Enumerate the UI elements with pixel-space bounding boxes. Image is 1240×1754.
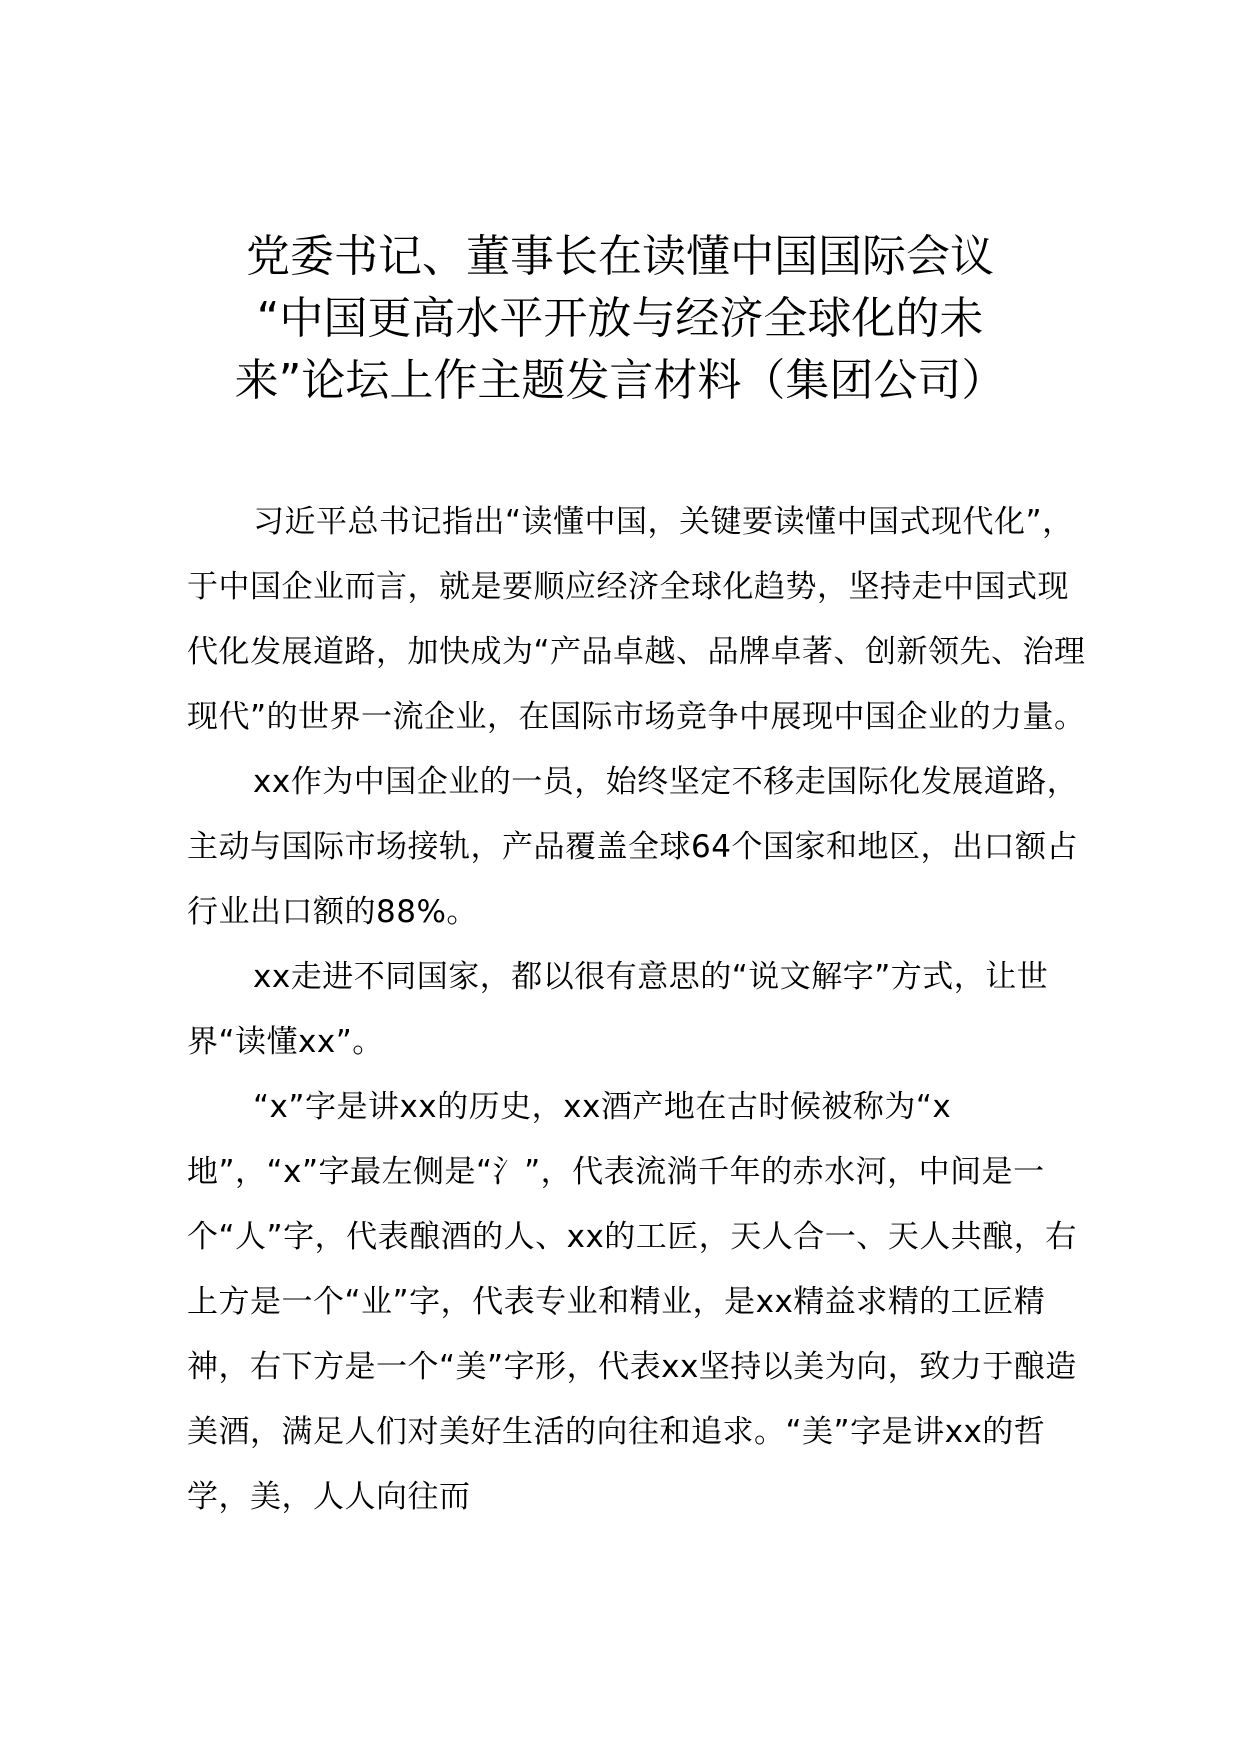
paragraph-3: xx走进不同国家，都以很有意思的“说文解字”方式，让世界“读懂xx”。 [187,959,1049,1060]
title-line-3: 来”论坛上作主题发言材料（集团公司） [234,355,1006,406]
title-line-1: 党委书记、董事长在读懂中国国际会议 [246,231,994,282]
title-line-2: “中国更高水平开放与经济全球化的未 [256,293,984,344]
paragraph-2: xx作为中国企业的一员，始终坚定不移走国际化发展道路，主动与国际市场接轨，产品覆盖全球64个国家和地区，出口额占行业出口额的88%。 [187,764,1079,930]
paragraph-4: “x”字是讲xx的历史，xx酒产地在古时候被称为“x地”，“x”字最左侧是“氵”，代表流淌千年的赤水河，中间是一个“人”字，代表酿酒的人、xx的工匠，天人合一、天人共酿，右上方是一个“业”字，代表专业和精业，是xx精益求精的工匠精神，右下方是一个“美”字形，代表xx坚持以美为向，致力于酿造美酒，满足人们对美好生活的向往和追求。“美”字是讲xx的哲学，美，人人向往而 [187,1089,1077,1515]
document-body [187,490,1087,1530]
document-title [195,226,1045,412]
paragraph-1: 习近平总书记指出“读懂中国，关键要读懂中国式现代化”，于中国企业而言，就是要顺应经济全球化趋势，坚持走中国式现代化发展道路，加快成为“产品卓越、品牌卓著、创新领先、治理现代”的世界一流企业，在国际市场竞争中展现中国企业的力量。 [187,504,1086,735]
